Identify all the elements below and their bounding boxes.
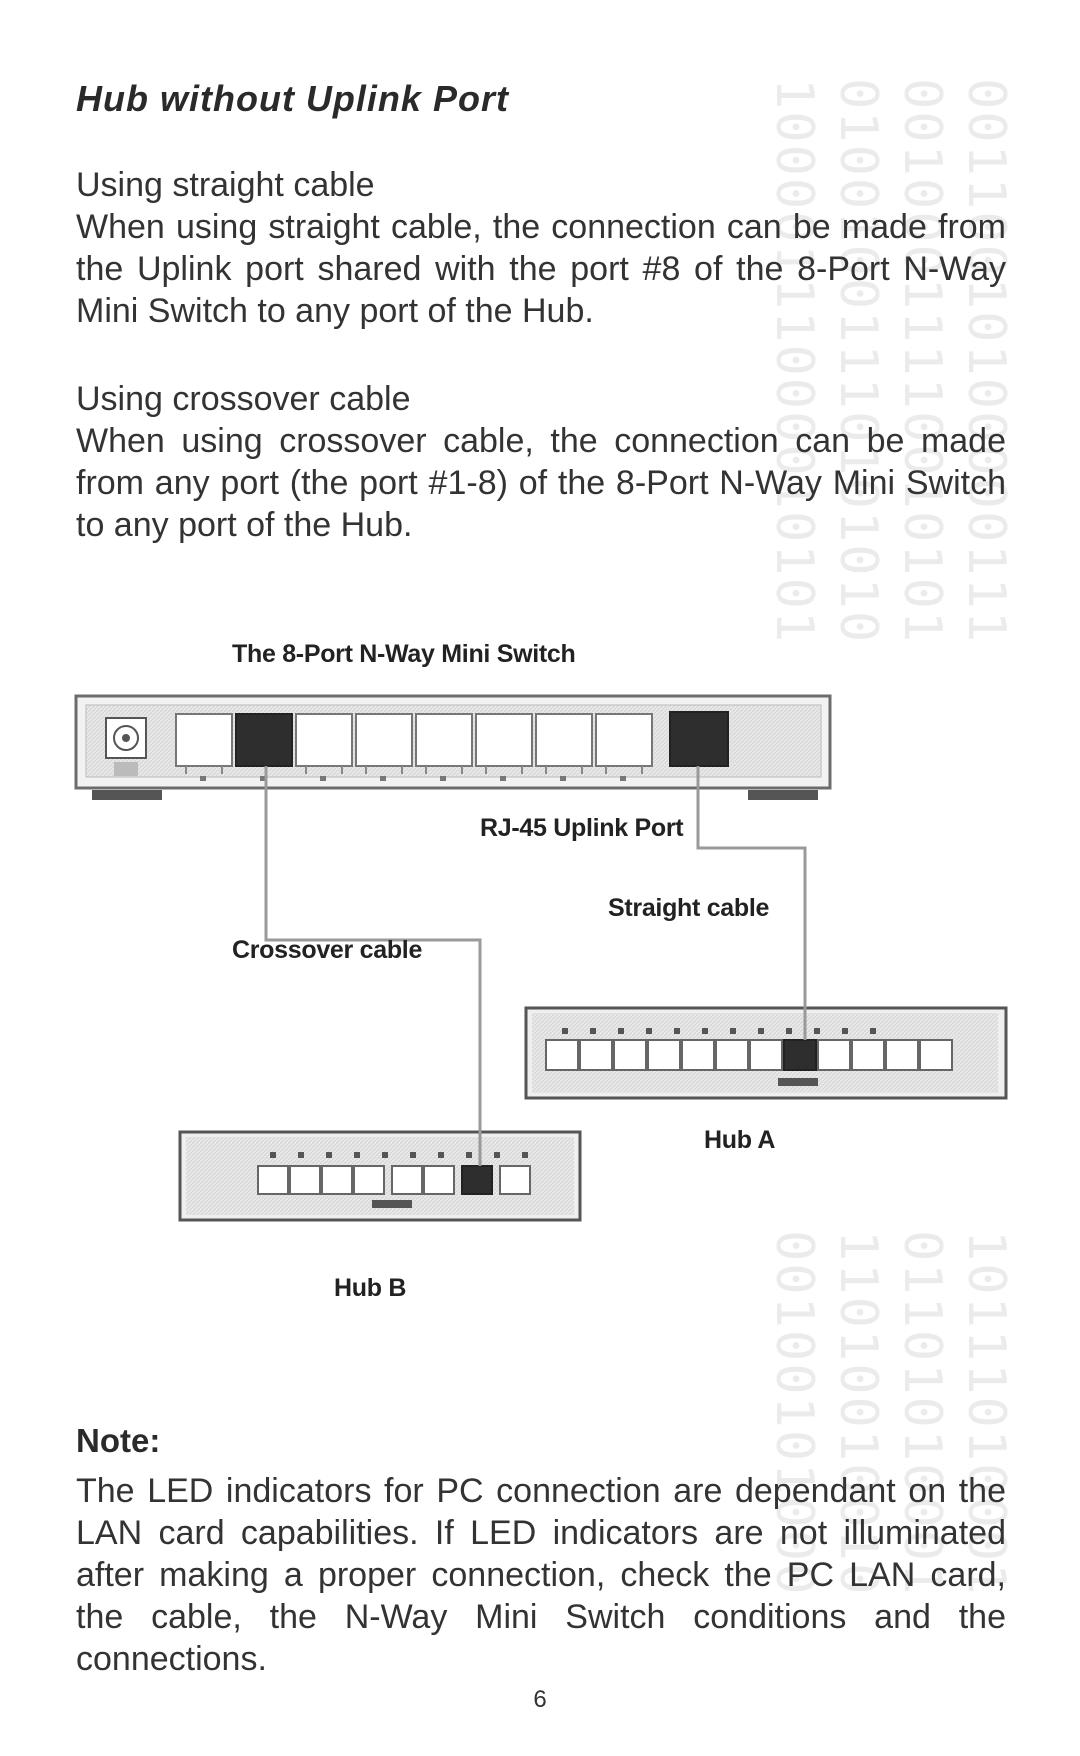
uplink-port-label: RJ-45 Uplink Port xyxy=(480,814,684,842)
watermark-column-6: 11010010010 xyxy=(828,1230,888,1597)
watermark-column-3: 00100011110010101 xyxy=(892,78,952,645)
diagram-illustration xyxy=(0,600,1080,1320)
section-heading: Hub without Uplink Port xyxy=(76,78,509,119)
hub-a-device xyxy=(526,1008,1006,1098)
straight-cable-section xyxy=(76,164,1006,332)
crossover-cable-body: When using crossover cable, the connection can be made from any port (the port #1-8) of the 8-Port N-Way Mini Switch to any port of the Hub. xyxy=(76,422,1006,544)
watermark-column-4: 00110010100000111 xyxy=(956,78,1016,645)
page-number: 6 xyxy=(533,1686,547,1713)
crossover-cable-subtitle: Using crossover cable xyxy=(76,380,411,418)
note-body xyxy=(76,1470,1006,1680)
watermark-column-7: 01101010001 xyxy=(892,1230,952,1597)
watermark-column-1: 10000111000010101 xyxy=(764,78,824,645)
hub-a-label: Hub A xyxy=(704,1126,776,1154)
note-text: The LED indicators for PC connection are dependant on the LAN card capabilities. If LED indicators are not illuminated after making a proper connection, check the PC LAN card, the cable, the N-Way Mini Switch conditions and the connections. xyxy=(76,1472,1006,1678)
straight-cable-body: When using straight cable, the connection can be made from the Uplink port shared with the port #8 of the 8-Port N-Way Mini Switch to any port of the Hub. xyxy=(76,208,1006,330)
straight-cable-label: Straight cable xyxy=(608,894,770,922)
crossover-cable-section xyxy=(76,378,1006,546)
note-title: Note: xyxy=(76,1422,161,1459)
hub-b-device xyxy=(180,1132,580,1220)
watermark-column-8: 10111010001 xyxy=(956,1230,1016,1597)
switch-label: The 8-Port N-Way Mini Switch xyxy=(232,640,576,668)
straight-cable-subtitle: Using straight cable xyxy=(76,166,375,204)
crossover-cable-label: Crossover cable xyxy=(232,936,423,964)
crossover-cable-line xyxy=(266,766,480,1166)
connection-diagram xyxy=(0,600,1080,1320)
hub-b-label: Hub B xyxy=(334,1274,407,1302)
watermark-column-5: 00100101000 xyxy=(764,1230,824,1597)
watermark-column-2: 01001001110101010 xyxy=(828,78,888,645)
